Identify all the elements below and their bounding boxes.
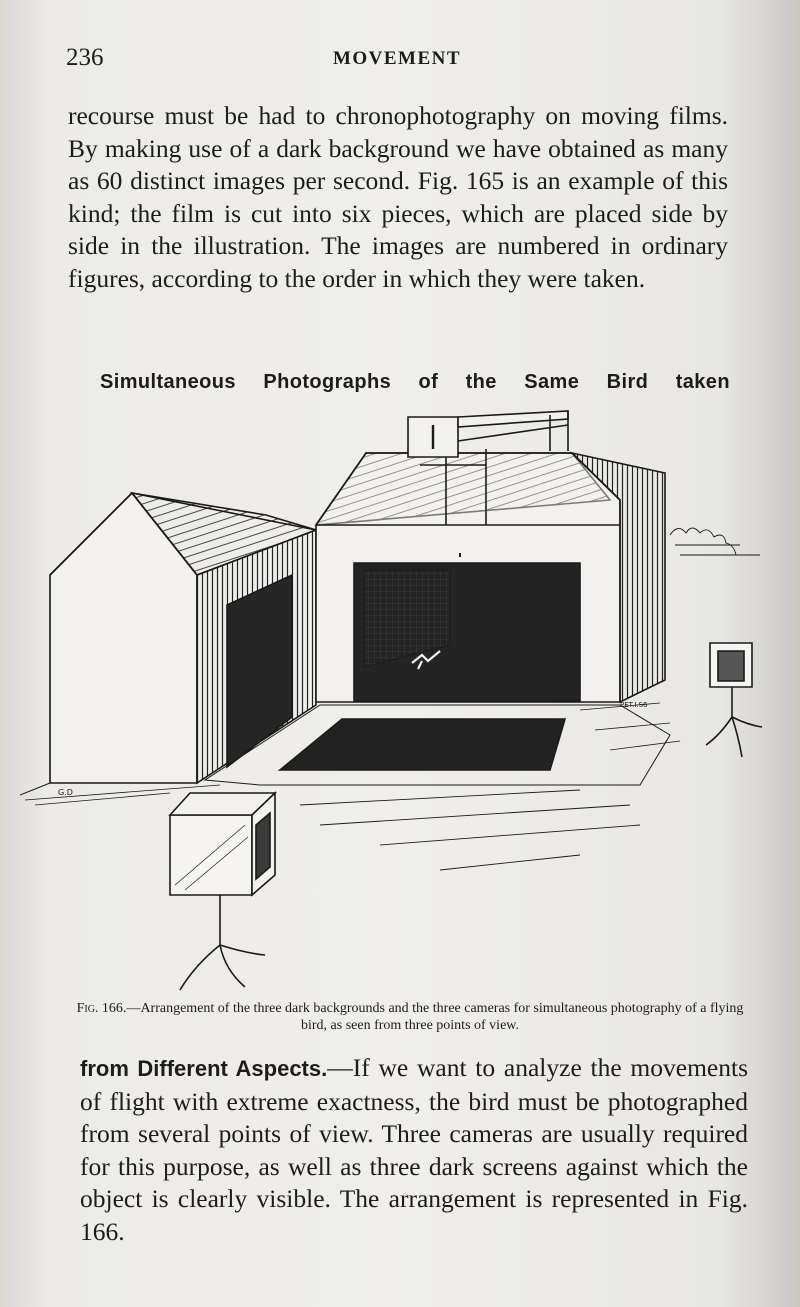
figure-caption: [70, 1000, 750, 1034]
artist-initials: G.D: [58, 788, 73, 797]
page-number: 236: [66, 44, 104, 71]
caption-text: —Arrangement of the three dark backgrounds and the three cameras for simultaneous photography of a flying bird, as seen from three points of view.: [126, 1001, 744, 1033]
right-camera: [706, 643, 762, 757]
left-shed: [20, 493, 316, 805]
engraver-signature: PET.I.S6: [620, 701, 648, 709]
paragraph-bottom-text: —If we want to analyze the movements of flight with extreme exactness, the bird must be photographed from several points of view. Three cameras are usually required for this purpose, as well as three dark screens against which the object is clearly visible. The arrangement is represented in Fig. 166.: [80, 1053, 748, 1246]
paragraph-top: recourse must be had to chronophotography on moving films. By making use of a dark background we have obtained as many as 60 distinct images per second. Fig. 165 is an example of this kind; the film is cut into six pieces, which are placed side by side in the illustration. The images are numbered in ordinary figures, according to the order in which they were taken.: [68, 101, 728, 293]
runin-heading: from Different Aspects.: [80, 1056, 328, 1081]
subheading-word: Photographs: [263, 371, 392, 393]
subheading-word: Same: [524, 371, 580, 393]
subheading-word: of: [418, 371, 439, 393]
subheading-word: taken: [675, 371, 730, 393]
central-shed: [316, 453, 665, 702]
page-header: [66, 44, 728, 76]
figure-166-illustration: [20, 405, 780, 995]
subheading-word: the: [465, 371, 497, 393]
running-head: MOVEMENT: [332, 48, 462, 69]
subheading-word: Bird: [606, 371, 649, 393]
subheading-word: Simultaneous: [100, 371, 236, 393]
background-bushes: [670, 528, 760, 555]
paragraph-bottom: [80, 1052, 748, 1248]
foreground-camera: [170, 793, 275, 990]
section-subheading: [100, 366, 730, 398]
caption-label: Fig. 166.: [76, 1001, 127, 1016]
